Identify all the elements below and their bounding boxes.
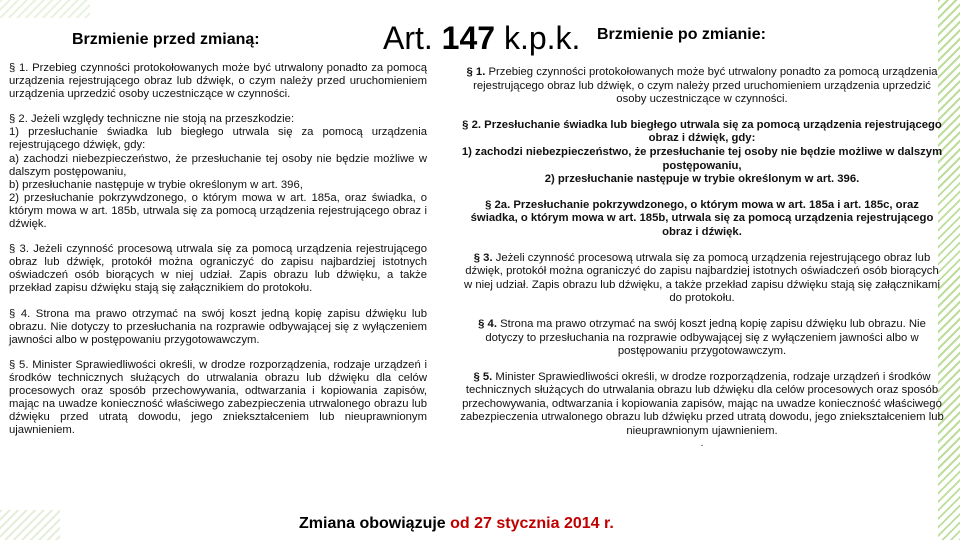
title-suffix: k.p.k. bbox=[503, 20, 581, 56]
after-paragraph-1-mark: § 1. bbox=[466, 66, 486, 78]
after-heading: Brzmienie po zmianie: bbox=[597, 26, 766, 43]
after-paragraph-4-text: Strona ma prawo otrzymać na swój koszt jedną kopię zapisu dźwięku lub obrazu. Nie dotyczy to przesłuchania na rozprawie odbywającej się z wyłączeniem jawności albo w postępowaniu przygotowawczym. bbox=[485, 317, 926, 358]
decorative-hatching-top-left bbox=[0, 0, 90, 18]
effective-date-note bbox=[299, 515, 614, 533]
effective-date-prefix: Zmiana obowiązuje bbox=[299, 515, 451, 532]
after-paragraph-3 bbox=[460, 252, 944, 306]
before-paragraph-4: § 4. Strona ma prawo otrzymać na swój koszt jedną kopię zapisu dźwięku lub obrazu. Nie dotyczy to przesłuchania na rozprawie odbywającej się z wyłączeniem jawności albo w postępowaniu przygotowawczym. bbox=[9, 307, 427, 346]
before-paragraph-2-line: 1) przesłuchanie świadka lub biegłego utrwala się za pomocą urządzenia rejestrującego dźwięk, gdy: bbox=[9, 126, 427, 152]
before-paragraph-5: § 5. Minister Sprawiedliwości określi, w drodze rozporządzenia, rodzaje urządzeń i środków technicznych służących do utrwalania obrazu lub dźwięku dla celów procesowych oraz sposób przechowywania, odtwarzania i kopiowania zapisów, mając na uwadze konieczność właściwego zabezpieczenia utrwalonego obrazu lub dźwięku przed utratą dowodu, jego zniekształceniem lub nieuprawnionym ujawnieniem. bbox=[9, 358, 427, 437]
before-paragraph-1: § 1. Przebieg czynności protokołowanych może być utrwalony ponadto za pomocą urządzenia rejestrującego obraz lub dźwięk, o czym należy przed uruchomieniem urządzenia uprzedzić osoby uczestniczące w czynności. bbox=[9, 62, 427, 101]
before-heading: Brzmienie przed zmianą: bbox=[72, 31, 260, 48]
decorative-hatching-bottom-left bbox=[0, 510, 60, 540]
before-paragraph-2-line: 2) przesłuchanie pokrzywdzonego, o którym mowa w art. 185a, oraz świadka, o którym mowa w art. 185b, utrwala się za pomocą urządzenia rejestrującego obraz i dźwięk. bbox=[9, 191, 427, 231]
after-paragraph-1-text: Przebieg czynności protokołowanych może być utrwalony ponadto za pomocą urządzenia rejestrującego obraz lub dźwięk, o czym należy przed uruchomieniem urządzenia uprzedzić osoby uczestniczące w czynności. bbox=[473, 66, 938, 106]
after-paragraph-3-mark: § 3. bbox=[473, 251, 493, 264]
after-paragraph-1 bbox=[460, 66, 944, 107]
after-paragraph-5-text: Minister Sprawiedliwości określi, w drodze rozporządzenia, rodzaje urządzeń i środków technicznych służących do utrwalania obrazu lub dźwięku dla celów procesowych oraz sposób przechowywania, odtwarzania i kopiowania zapisów, mając na uwadze konieczność właściwego zabezpieczenia utrwalonego obrazu lub dźwięku przed utratą dowodu, jego zniekształceniem lub nieuprawnionym ujawnieniem. bbox=[460, 370, 944, 438]
after-paragraph-4 bbox=[460, 318, 944, 359]
trailing-dot: . bbox=[700, 437, 704, 449]
after-paragraph-2-line: 2) przesłuchanie następuje w trybie określonym w art. 396. bbox=[544, 173, 860, 186]
after-paragraph-3-text: Jeżeli czynność procesową utrwala się za pomocą urządzenia rejestrującego obraz lub dźwięk, protokół można ograniczyć do zapisu najbardziej istotnych oświadczeń osób biorących w niej udział. Zapis obrazu lub dźwięku, a także przekład zapisu dźwięku stają się załącznikami do protokołu. bbox=[464, 251, 940, 305]
after-paragraph-2a: § 2a. Przesłuchanie pokrzywdzonego, o którym mowa w art. 185a i art. 185c, oraz świadka, o którym mowa w art. 185b, utrwala się za pomocą urządzenia rejestrującego obraz i dźwięk. bbox=[470, 198, 934, 238]
before-paragraph-2-line: § 2. Jeżeli względy techniczne nie stoją na przeszkodzie: bbox=[9, 113, 295, 126]
title-prefix: Art. bbox=[383, 20, 433, 56]
before-paragraph-2-line: b) przesłuchanie następuje w trybie określonym w art. 396, bbox=[9, 178, 303, 191]
before-column bbox=[9, 62, 427, 437]
after-paragraph-4-mark: § 4. bbox=[478, 317, 497, 330]
after-paragraph-5 bbox=[460, 371, 944, 439]
before-paragraph-3: § 3. Jeżeli czynność procesową utrwala się za pomocą urządzenia rejestrującego obraz lub dźwięk, protokół można ograniczyć do zapisu najbardziej istotnych oświadczeń osób biorących w niej udział. Zapis obrazu lub dźwięku, a także przekład zapisu dźwięku stają się załącznikiem do protokołu. bbox=[9, 243, 427, 295]
effective-date: od 27 stycznia 2014 r. bbox=[450, 515, 614, 532]
title-number: 147 bbox=[441, 20, 496, 56]
slide-title bbox=[383, 20, 580, 57]
after-column bbox=[460, 66, 944, 449]
after-paragraph-5-mark: § 5. bbox=[473, 370, 493, 383]
after-paragraph-2-line: 1) zachodzi niebezpieczeństwo, że przesłuchanie tej osoby nie będzie możliwe w dalszym postępowaniu, bbox=[461, 145, 943, 172]
after-paragraph-2-line: § 2. Przesłuchanie świadka lub biegłego utrwala się za pomocą urządzenia rejestrującego obraz i dźwięk, gdy: bbox=[462, 118, 942, 145]
before-paragraph-2-line: a) zachodzi niebezpieczeństwo, że przesłuchanie tej osoby nie będzie możliwe w dalszym postępowaniu, bbox=[9, 152, 427, 178]
